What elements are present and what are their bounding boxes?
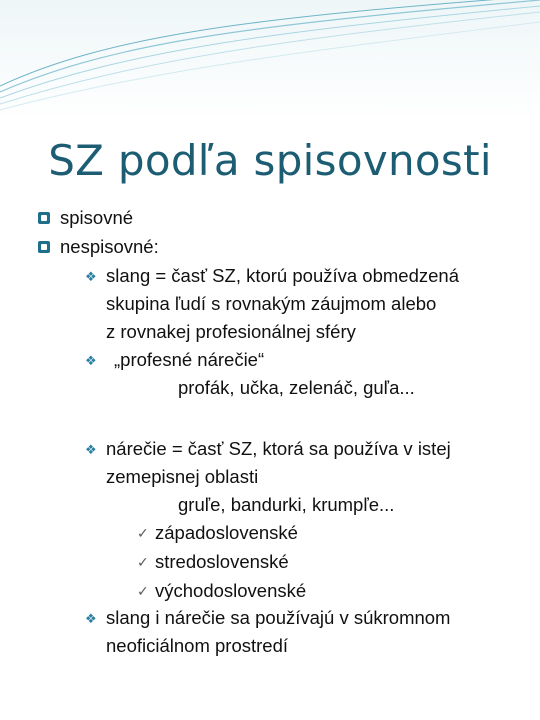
list-item: nespisovné: — [60, 236, 159, 257]
square-bullet-icon — [38, 212, 50, 224]
list-item: stredoslovenské — [155, 551, 289, 572]
checkmark-bullet-icon: ✓ — [137, 583, 149, 599]
diamond-bullet-icon: ❖ — [85, 442, 97, 457]
diamond-bullet-icon: ❖ — [85, 353, 97, 368]
checkmark-bullet-icon: ✓ — [137, 525, 149, 541]
example-line: profák, učka, zelenáč, guľa... — [178, 377, 415, 398]
slide-title: SZ podľa spisovnosti — [48, 136, 492, 185]
diamond-bullet-icon: ❖ — [85, 611, 97, 626]
example-line: gruľe, bandurki, krumpľe... — [178, 494, 395, 515]
list-item: západoslovenské — [155, 522, 298, 543]
list-item-continuation: z rovnakej profesionálnej sféry — [106, 321, 356, 342]
list-item: slang = časť SZ, ktorú používa obmedzená — [106, 265, 459, 286]
list-item: „profesné nárečie“ — [114, 349, 265, 370]
list-item: východoslovenské — [155, 580, 307, 601]
list-item-continuation: skupina ľudí s rovnakým záujmom alebo — [106, 293, 437, 314]
list-item: spisovné — [60, 207, 134, 228]
list-item: slang i nárečie sa používajú v súkromnom — [106, 607, 451, 628]
list-item: nárečie = časť SZ, ktorá sa používa v istej — [106, 438, 451, 459]
checkmark-bullet-icon: ✓ — [137, 554, 149, 570]
square-bullet-icon — [38, 241, 50, 253]
list-item-continuation: neoficiálnom prostredí — [106, 635, 289, 656]
decorative-waves — [0, 0, 540, 120]
diamond-bullet-icon: ❖ — [85, 269, 97, 284]
list-item-continuation: zemepisnej oblasti — [106, 466, 259, 487]
